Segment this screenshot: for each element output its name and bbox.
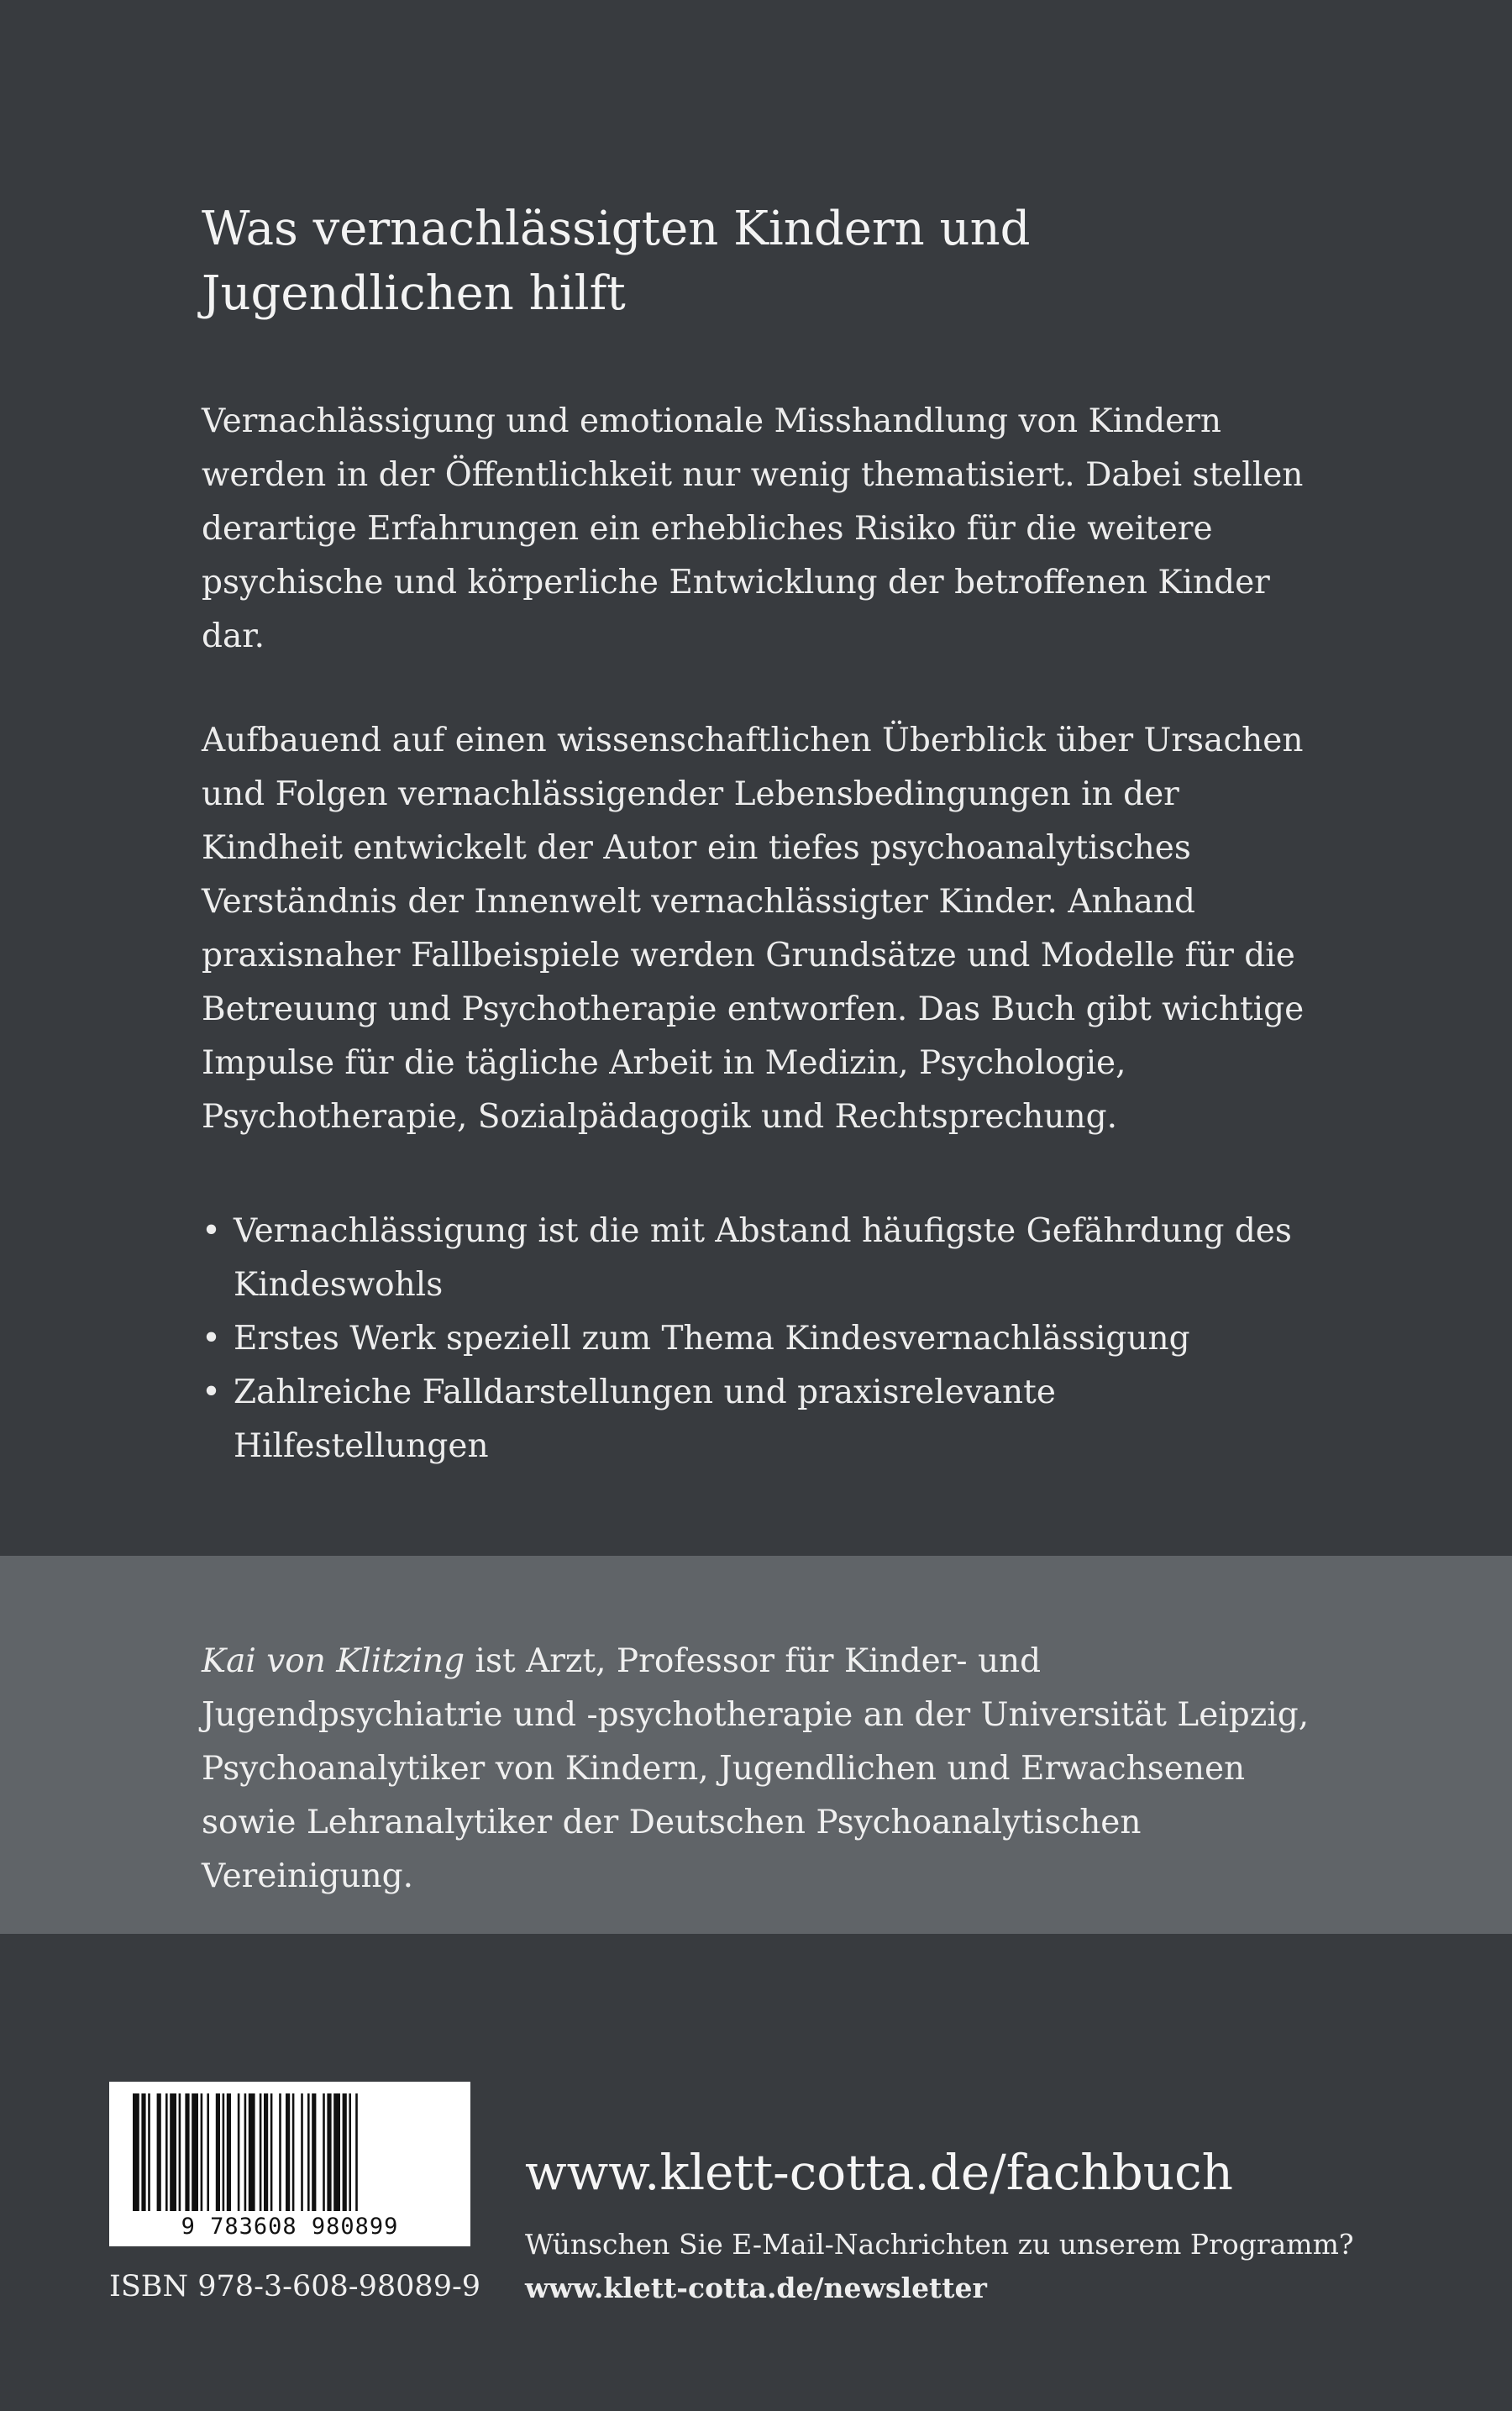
barcode-bar — [349, 2093, 351, 2211]
barcode-bar — [260, 2093, 262, 2211]
barcode-bar — [292, 2093, 295, 2211]
barcode-digits: 9 783608 980899 — [181, 2214, 399, 2240]
headline — [202, 197, 1327, 326]
barcode-bar — [216, 2093, 220, 2211]
barcode-bar — [327, 2093, 331, 2211]
barcode-bar — [343, 2093, 347, 2211]
barcode-bar — [141, 2093, 145, 2211]
barcode-bar — [249, 2093, 255, 2211]
bullet-icon: • — [202, 1374, 222, 1411]
barcode-bar — [301, 2093, 303, 2211]
headline-line-2: Jugendlichen hilft — [202, 266, 626, 321]
barcode-bar — [312, 2093, 316, 2211]
barcode-bar — [185, 2093, 189, 2211]
barcode-bar — [201, 2093, 203, 2211]
barcode-bar — [264, 2093, 268, 2211]
barcode-bar — [238, 2093, 240, 2211]
barcode-bar — [157, 2093, 161, 2211]
feature-text: Erstes Werk speziell zum Thema Kindesvernachlässigung — [234, 1320, 1190, 1358]
barcode-bar — [307, 2093, 310, 2211]
publisher-website-link[interactable]: www.klett-cotta.de/fachbuch — [525, 2144, 1233, 2201]
author-bio — [202, 1635, 1310, 1904]
barcode-bar — [207, 2093, 209, 2211]
newsletter-question: Wünschen Sie E-Mail-Nachrichten zu unserem Programm? — [525, 2228, 1354, 2261]
barcode-bar — [244, 2093, 247, 2211]
feature-list-item — [202, 1312, 1310, 1366]
barcode-bar — [286, 2093, 290, 2211]
author-name: Kai von Klitzing — [202, 1642, 465, 1680]
barcode-bar — [170, 2093, 176, 2211]
barcode-bar — [192, 2093, 198, 2211]
barcode-bar — [270, 2093, 273, 2211]
barcode-bar — [179, 2093, 181, 2211]
headline-line-1: Was vernachlässigten Kindern und — [202, 202, 1031, 256]
barcode-bar — [223, 2093, 225, 2211]
newsletter-link[interactable]: www.klett-cotta.de/newsletter — [525, 2272, 987, 2304]
feature-list — [202, 1205, 1310, 1473]
bullet-icon: • — [202, 1320, 222, 1358]
barcode-bar — [355, 2093, 358, 2211]
author-bio-text: ist Arzt, Professor für Kinder- und Jugendpsychiatrie und -psychotherapie an der Universität Leipzig, Psychoanalytiker von Kindern, Jugendlichen und Erwachsenen sowie Lehranalytiker der Deutschen Psychoanalytischen Vereinigung. — [202, 1642, 1310, 1895]
bullet-icon: • — [202, 1212, 222, 1250]
isbn: ISBN 978-3-608-98089-9 — [109, 2270, 481, 2303]
barcode-bar — [323, 2093, 325, 2211]
barcode-bar — [227, 2093, 231, 2211]
barcode — [109, 2082, 470, 2246]
barcode-bar — [279, 2093, 281, 2211]
feature-list-item — [202, 1205, 1310, 1312]
barcode-bar — [133, 2093, 139, 2211]
barcode-bar — [333, 2093, 340, 2211]
feature-text: Vernachlässigung ist die mit Abstand häufigste Gefährdung des Kindeswohls — [234, 1212, 1292, 1304]
feature-text: Zahlreiche Falldarstellungen und praxisrelevante Hilfestellungen — [234, 1374, 1056, 1465]
feature-list-item — [202, 1366, 1310, 1473]
barcode-bar — [165, 2093, 168, 2211]
description-paragraph-1: Vernachlässigung und emotionale Misshandlung von Kindern werden in der Öffentlichkeit nur wenig thematisiert. Dabei stellen derartige Erfahrungen ein erhebliches Risiko für die weitere psychische und körperliche Entwicklung der betroffenen Kinder dar. — [202, 402, 1304, 655]
description-paragraph-2: Aufbauend auf einen wissenschaftlichen Überblick über Ursachen und Folgen vernachlässigender Lebensbedingungen in der Kindheit entwickelt der Autor ein tiefes psychoanalytisches Verständnis der Innenwelt vernachlässigter Kinder. Anhand praxisnaher Fallbeispiele werden Grundsätze und Modelle für die Betreuung und Psychotherapie entworfen. Das Buch gibt wichtige Impulse für die tägliche Arbeit in Medizin, Psychologie, Psychotherapie, Sozialpädagogik und Rechtsprechung. — [202, 722, 1305, 1136]
barcode-bar — [148, 2093, 150, 2211]
